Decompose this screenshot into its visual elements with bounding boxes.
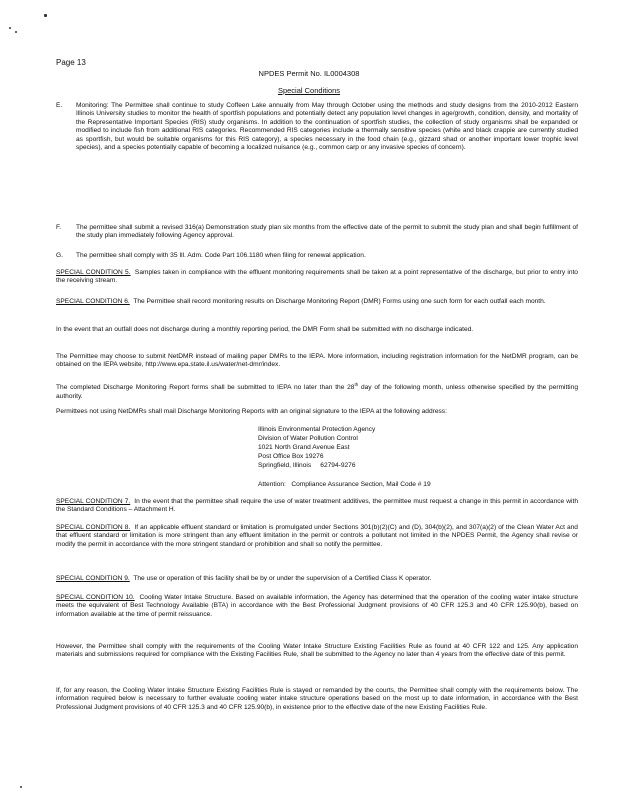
special-condition-10-text-3: If, for any reason, the Cooling Water Intake Structure Existing Facilities Rule is stayed or remanded by the courts, the Permittee shall comply with the requirements below. The information required below is necessary to further evaluate cooling water intake structure operations based on the most up to date information, in accordance with the Best Professional Judgment provisions of 40 CFR 125.3 and 40 CFR 125.90(b), in existence prior to the effective date of the new Existing Facilities Rule. bbox=[56, 687, 578, 711]
special-condition-7-text: In the event that the permittee shall require the use of water treatment additives, the permittee must request a change in this permit in accordance with the Standard Conditions – Attachment H. bbox=[56, 498, 578, 514]
text-4-part-b: day of the following month, unless otherwise specified by the permitting authority. bbox=[56, 384, 578, 400]
special-condition-10-title: SPECIAL CONDITION 10. bbox=[56, 594, 135, 601]
special-condition-7-title: SPECIAL CONDITION 7. bbox=[56, 498, 131, 505]
scan-speck bbox=[15, 31, 17, 33]
special-condition-5 bbox=[56, 269, 578, 286]
special-condition-10-text-2: However, the Permittee shall comply with the requirements of the Cooling Water Intake Structure Existing Facilities Rule as found at 40 CFR 122 and 125. Any application materials and submissions required for compliance with the Existing Facilities Rule, shall be submitted to the Agency no later than 4 years from the effective date of this permit. bbox=[56, 643, 578, 659]
special-condition-8-text: If an applicable effluent standard or limitation is promulgated under Sections 301(b)(2)(C) and (D), 304(b)(2), and 307(a)(2) of the Clean Water Act and that effluent standard or limitation is more stringent than any effluent limitation in the permit or controls a pollutant not limited in the NPDES Permit, the Agency shall revise or modify the permit in accordance with the more stringent standard or prohibition and shall so notify the permittee. bbox=[56, 524, 578, 548]
special-condition-5-text: Samples taken in compliance with the effluent monitoring requirements shall be taken at a point representative of the discharge, but prior to entry into the receiving stream. bbox=[56, 269, 578, 285]
special-condition-9-text: The use or operation of this facility shall be by or under the supervision of a Certified Class K operator. bbox=[133, 575, 432, 582]
special-condition-6-text-2: In the event that an outfall does not discharge during a monthly reporting period, the DMR Form shall be submitted with no discharge indicated. bbox=[56, 326, 474, 333]
address-attention: Attention: Compliance Assurance Section, Mail Code # 19 bbox=[258, 481, 431, 488]
address-line-3: 1021 North Grand Avenue East bbox=[258, 444, 350, 451]
scan-speck bbox=[44, 14, 47, 17]
item-e-label: E. bbox=[56, 102, 63, 109]
text-4-part-a: The completed Discharge Monitoring Report forms shall be submitted to IEPA no later than the 28 bbox=[56, 384, 355, 392]
special-condition-9 bbox=[56, 575, 578, 583]
special-condition-6-text-5: Permittees not using NetDMRs shall mail Discharge Monitoring Reports with an original signature to the IEPA at the following address: bbox=[56, 408, 447, 415]
address-line-4: Post Office Box 19276 bbox=[258, 453, 324, 460]
special-condition-6-text-4 bbox=[56, 381, 578, 401]
special-condition-9-title: SPECIAL CONDITION 9. bbox=[56, 575, 130, 582]
item-f-label: F. bbox=[56, 224, 62, 231]
item-g-text: The permittee shall comply with 35 Ill. Adm. Code Part 106.1180 when filing for renewal application. bbox=[76, 252, 366, 259]
page-number: Page 13 bbox=[56, 58, 86, 67]
scan-speck bbox=[20, 786, 22, 788]
special-condition-8 bbox=[56, 524, 578, 549]
item-e-text: Monitoring: The Permittee shall continue to study Coffeen Lake annually from May through October using the methods and study designs from the 2010-2012 Eastern Illinois University studies to monitor the health of sportfish populations and potentially detect any population level changes in age/growth, condition, density, and mortality of the Representative Important Species (RIS) study organisms. In addition to the continuation of sportfish studies, the collection of study organisms shall be expanded or modified to include fish from additional RIS categories. Recommended RIS categories include a thermally sensitive species (white and black crappie are currently studied as sportfish, but would be suitable organisms for this RIS category), a species necessary in the food chain (e.g., gizzard shad or another important lower trophic level species), and a species potentially capable of becoming a localized nuisance (e.g., common carp or any invasive species of concern). bbox=[76, 102, 578, 152]
ordinal-suffix: th bbox=[354, 382, 359, 387]
special-condition-5-title: SPECIAL CONDITION 5. bbox=[56, 269, 131, 276]
special-condition-6-title: SPECIAL CONDITION 6. bbox=[56, 298, 130, 305]
section-title: Special Conditions bbox=[277, 86, 341, 95]
item-f-text: The permittee shall submit a revised 316(a) Demonstration study plan six months from the effective date of the permit to submit the study plan and shall begin fulfillment of the study plan immediately following Agency approval. bbox=[76, 224, 578, 240]
special-condition-6 bbox=[56, 298, 578, 306]
permit-number: NPDES Permit No. IL0004308 bbox=[258, 69, 360, 78]
special-condition-6-text-1: The Permittee shall record monitoring results on Discharge Monitoring Report (DMR) Forms using one such form for each outfall each month. bbox=[133, 298, 546, 305]
special-condition-7 bbox=[56, 498, 578, 515]
special-condition-8-title: SPECIAL CONDITION 8. bbox=[56, 524, 131, 531]
special-condition-10-text-1: Cooling Water Intake Structure. Based on available information, the Agency has determined that the operation of the cooling water intake structure meets the equivalent of Best Technology Available (BTA) in accordance with the Best Professional Judgment provisions of 40 CFR 125.3 and 40 CFR 125.90(b), based on information available at the time of permit reissuance. bbox=[56, 594, 578, 618]
special-condition-6-text-3: The Permittee may choose to submit NetDMR instead of mailing paper DMRs to the IEPA. More information, including registration information for the NetDMR program, can be obtained on the IEPA website, http://www.epa.state.il.us/water/net-dmr/index. bbox=[56, 353, 578, 369]
scan-speck bbox=[9, 27, 11, 29]
item-g-label: G. bbox=[56, 252, 63, 259]
address-line-2: Division of Water Pollution Control bbox=[258, 435, 358, 442]
address-line-1: Illinois Environmental Protection Agency bbox=[258, 426, 376, 433]
special-condition-10 bbox=[56, 594, 578, 619]
address-line-5: Springfield, Illinois 62794-9276 bbox=[258, 462, 356, 469]
